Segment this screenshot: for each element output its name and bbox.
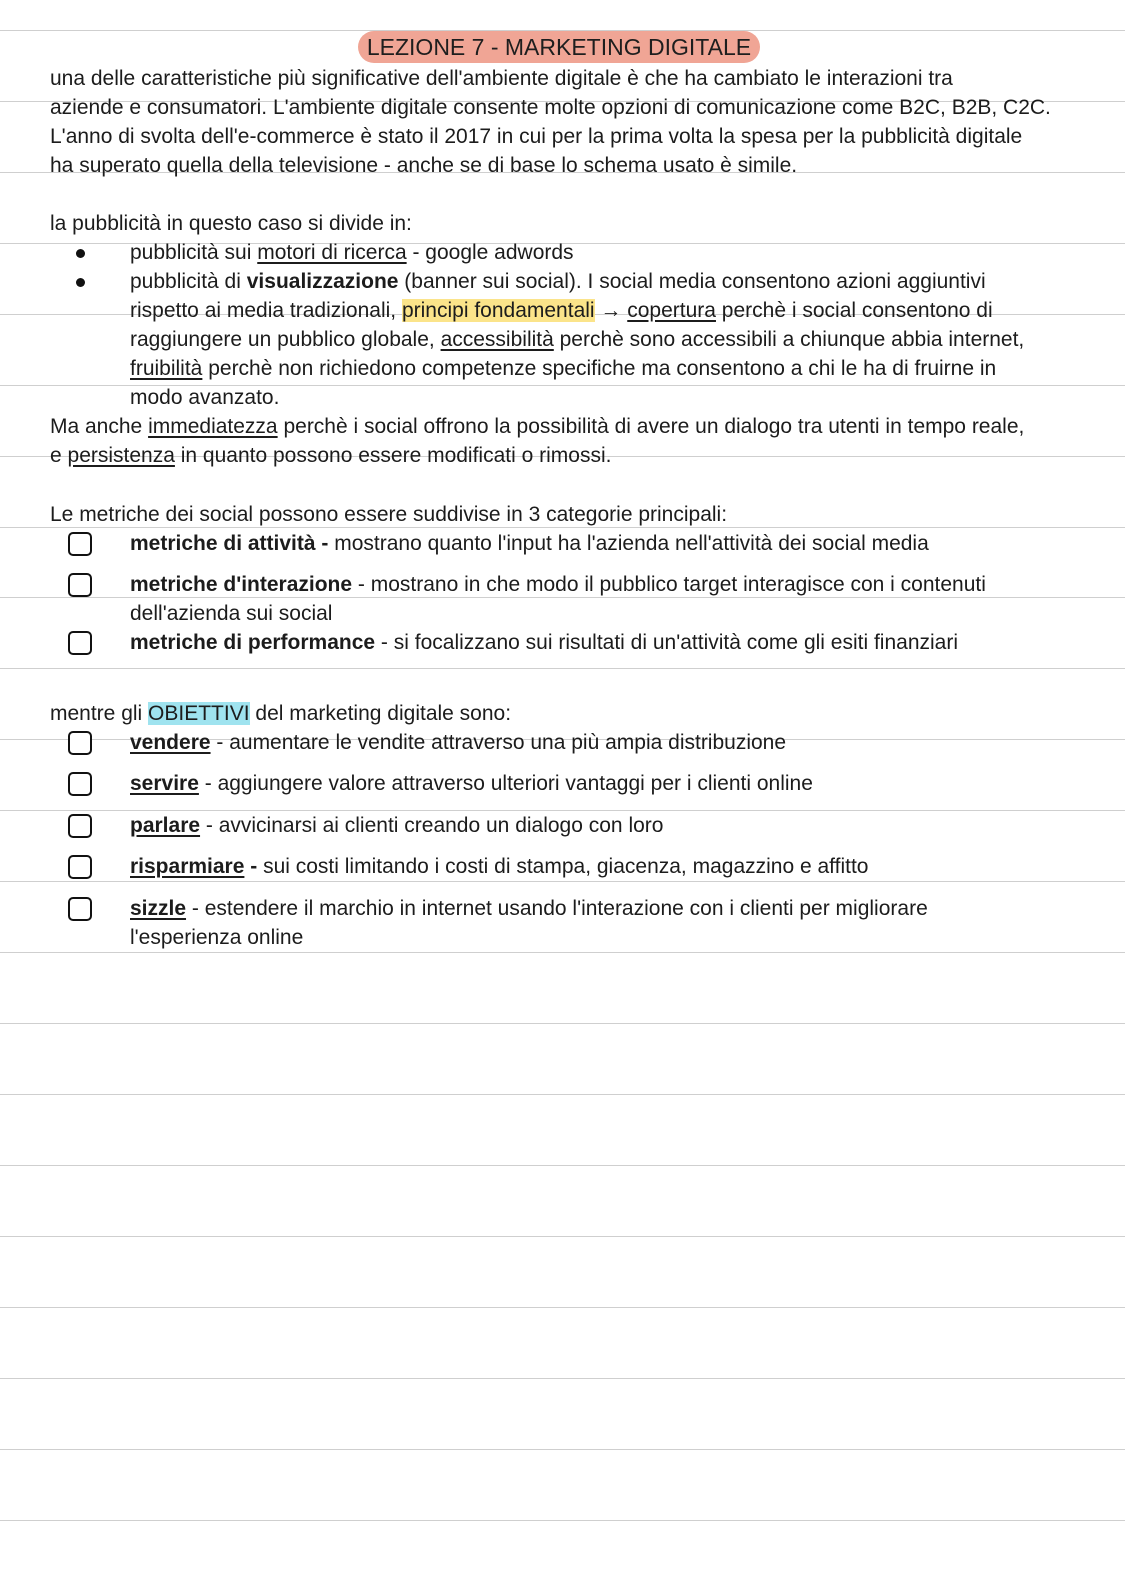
highlight-principi: principi fondamentali <box>401 299 595 322</box>
objective-parlare: parlare - avvicinarsi ai clienti creando un dialogo con loro <box>130 814 664 837</box>
pub-heading: la pubblicità in questo caso si divide in: <box>50 212 412 235</box>
checkbox[interactable] <box>68 573 92 597</box>
pub-item-display-line-5: modo avanzato. <box>130 386 280 409</box>
highlight-obiettivi: OBIETTIVI <box>148 702 250 725</box>
intro-line-1: una delle caratteristiche più significative dell'ambiente digitale è che ha cambiato le interazioni tra <box>50 67 953 90</box>
pub-item-display-line-3: raggiungere un pubblico globale, accessibilità perchè sono accessibili a chiunque abbia internet, <box>130 328 1025 351</box>
intro-line-4: ha superato quella della televisione - anche se di base lo schema usato è simile. <box>50 154 798 177</box>
metric-performance: metriche di performance - si focalizzano sui risultati di un'attività come gli esiti finanziari <box>130 631 959 654</box>
pub-item-search: pubblicità sui motori di ricerca - google adwords <box>130 241 574 264</box>
checkbox[interactable] <box>68 631 92 655</box>
intro-line-3: L'anno di svolta dell'e-commerce è stato il 2017 in cui per la prima volta la spesa per la pubblicità digitale <box>50 125 1023 148</box>
display-term: visualizzazione <box>246 270 399 293</box>
page-title: LEZIONE 7 - MARKETING DIGITALE <box>358 31 760 63</box>
checkbox[interactable] <box>68 814 92 838</box>
arrow-icon: → <box>594 299 628 322</box>
checkbox[interactable] <box>68 532 92 556</box>
pub-item-display-line-2: rispetto ai media tradizionali, principi fondamentali → copertura perchè i social consentono di <box>130 299 993 322</box>
bullet-icon <box>76 249 85 258</box>
metrics-heading: Le metriche dei social possono essere suddivise in 3 categorie principali: <box>50 503 728 526</box>
metric-activity: metriche di attività - mostrano quanto l'input ha l'azienda nell'attività dei social media <box>130 532 929 555</box>
objectives-heading: mentre gli OBIETTIVI del marketing digitale sono: <box>50 702 512 725</box>
objective-sizzle: sizzle - estendere il marchio in internet usando l'interazione con i clienti per migliorare <box>130 897 928 920</box>
checkbox[interactable] <box>68 855 92 879</box>
pub-persistenza: e persistenza in quanto possono essere modificati o rimossi. <box>50 444 612 467</box>
pub-item-display-line-4: fruibilità perchè non richiedono competenze specifiche ma consentono a chi le ha di fruirne in <box>130 357 997 380</box>
objective-risparmiare: risparmiare - sui costi limitando i costi di stampa, giacenza, magazzino e affitto <box>130 855 869 878</box>
objective-servire: servire - aggiungere valore attraverso ulteriori vantaggi per i clienti online <box>130 772 813 795</box>
checkbox[interactable] <box>68 772 92 796</box>
pub-ma-anche: Ma anche immediatezza perchè i social offrono la possibilità di avere un dialogo tra utenti in tempo reale, <box>50 415 1025 438</box>
intro-line-2: aziende e consumatori. L'ambiente digitale consente molte opzioni di comunicazione come B2C, B2B, C2C. <box>50 96 1051 119</box>
bullet-icon <box>76 278 85 287</box>
checkbox[interactable] <box>68 731 92 755</box>
objective-vendere: vendere - aumentare le vendite attraverso una più ampia distribuzione <box>130 731 787 754</box>
metric-interaction: metriche d'interazione - mostrano in che modo il pubblico target interagisce con i contenuti <box>130 573 986 596</box>
metric-interaction-cont: dell'azienda sui social <box>130 602 333 625</box>
pub-item-display: pubblicità di visualizzazione (banner sui social). I social media consentono azioni aggiuntivi <box>130 270 986 293</box>
objective-sizzle-cont: l'esperienza online <box>130 926 304 949</box>
search-engine-term: motori di ricerca <box>257 241 407 264</box>
checkbox[interactable] <box>68 897 92 921</box>
